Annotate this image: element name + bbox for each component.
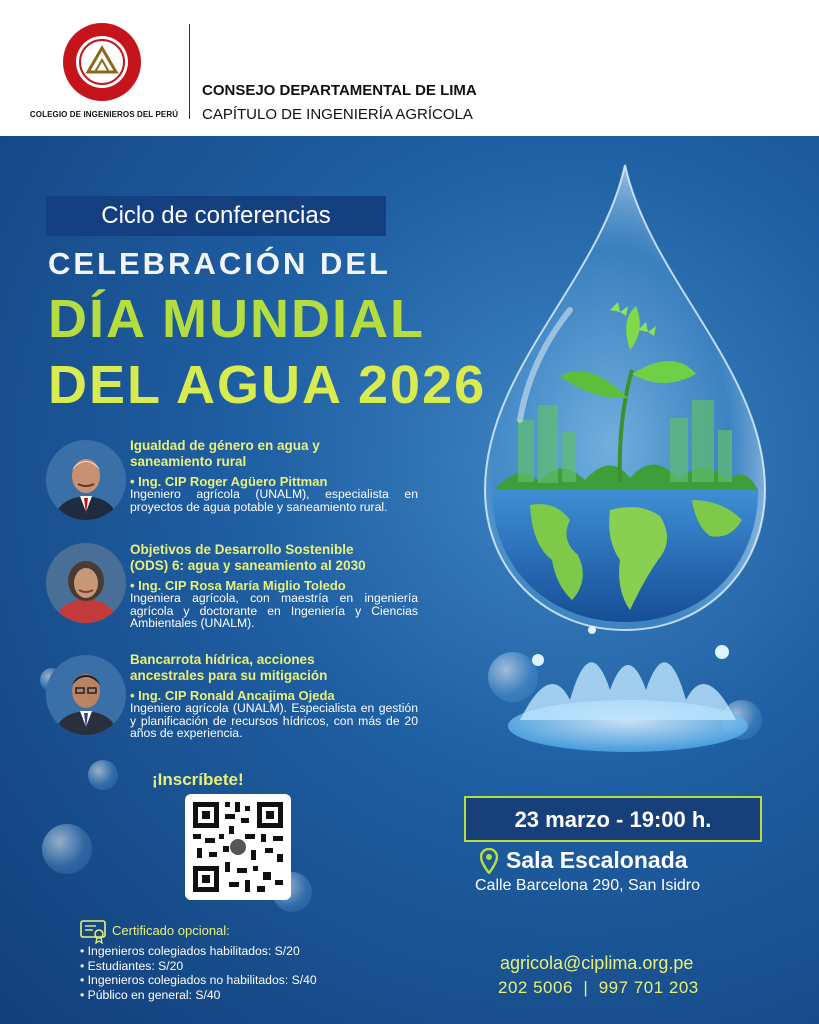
contact-email[interactable]: agricola@ciplima.org.pe [500,953,694,973]
speaker-bio: Ingeniero agrícola (UNALM). Especialista en gestión y planificación de recursos hídricos, con más de 20 años de experiencia. [130,701,418,740]
water-bubble [42,824,92,874]
org-name: COLEGIO DE INGENIEROS DEL PERÚ [29,110,179,119]
fee-item: • Ingenieros colegiados habilitados: S/20 [80,944,300,958]
cip-seal-logo [62,22,142,102]
registration-qr[interactable] [185,794,291,900]
speaker-photo [46,543,126,623]
venue-name: Sala Escalonada [506,847,688,873]
fee-list [80,944,317,1003]
certificate-title: Certificado opcional: [112,923,230,938]
venue-address: Calle Barcelona 290, San Isidro [475,877,701,894]
header-divider [189,24,190,119]
qr-code-icon [185,794,291,900]
series-label: Ciclo de conferencias [101,202,331,229]
talk-topic: Objetivos de Desarrollo Sostenible (ODS) 6: agua y saneamiento al 2030 [130,542,366,573]
register-label: ¡Inscríbete! [152,770,244,789]
location-pin-icon [480,848,498,874]
fee-item: • Ingenieros colegiados no habilitados: S/40 [80,973,317,988]
water-bubble [88,760,118,790]
speaker-name: • Ing. CIP Ronald Ancajima Ojeda [130,688,335,703]
water-drop-earth-illustration [460,160,790,760]
event-title-line1: CELEBRACIÓN DEL [48,246,391,281]
speaker-name: • Ing. CIP Roger Agüero Pittman [130,474,328,489]
talk-topic: Igualdad de género en agua y saneamiento rural [130,438,320,469]
talk-topic: Bancarrota hídrica, acciones ancestrales para su mitigación [130,652,328,683]
event-title-line2: DÍA MUNDIAL [48,289,425,349]
speaker-photo [46,440,126,520]
speaker-bio: Ingeniera agrícola, con maestría en ingeniería agrícola y doctorante en Ingeniería y Ciencias Ambientales (UNALM). [130,591,418,630]
date-time: 23 marzo - 19:00 h. [514,807,712,832]
event-title-line3: DEL AGUA 2026 [48,355,487,415]
series-banner [46,196,386,236]
date-time-box [464,796,762,842]
woman-portrait-icon [46,543,126,623]
council-name: CONSEJO DEPARTAMENTAL DE LIMA [202,82,477,99]
speaker-bio: Ingeniero agrícola (UNALM), especialista en proyectos de agua potable y saneamiento rural. [130,487,418,514]
man-portrait-icon [46,655,126,735]
contact-phones: 202 5006 | 997 701 203 [498,978,699,997]
fee-item: • Estudiantes: S/20 [80,958,184,973]
chapter-name: CAPÍTULO DE INGENIERÍA AGRÍCOLA [202,106,473,123]
man-portrait-icon [46,440,126,520]
header-bar [0,0,819,136]
speaker-name: • Ing. CIP Rosa María Miglio Toledo [130,578,346,593]
certificate-icon [80,920,106,944]
fee-item: • Público en general: S/40 [80,988,221,1003]
speaker-photo [46,655,126,735]
